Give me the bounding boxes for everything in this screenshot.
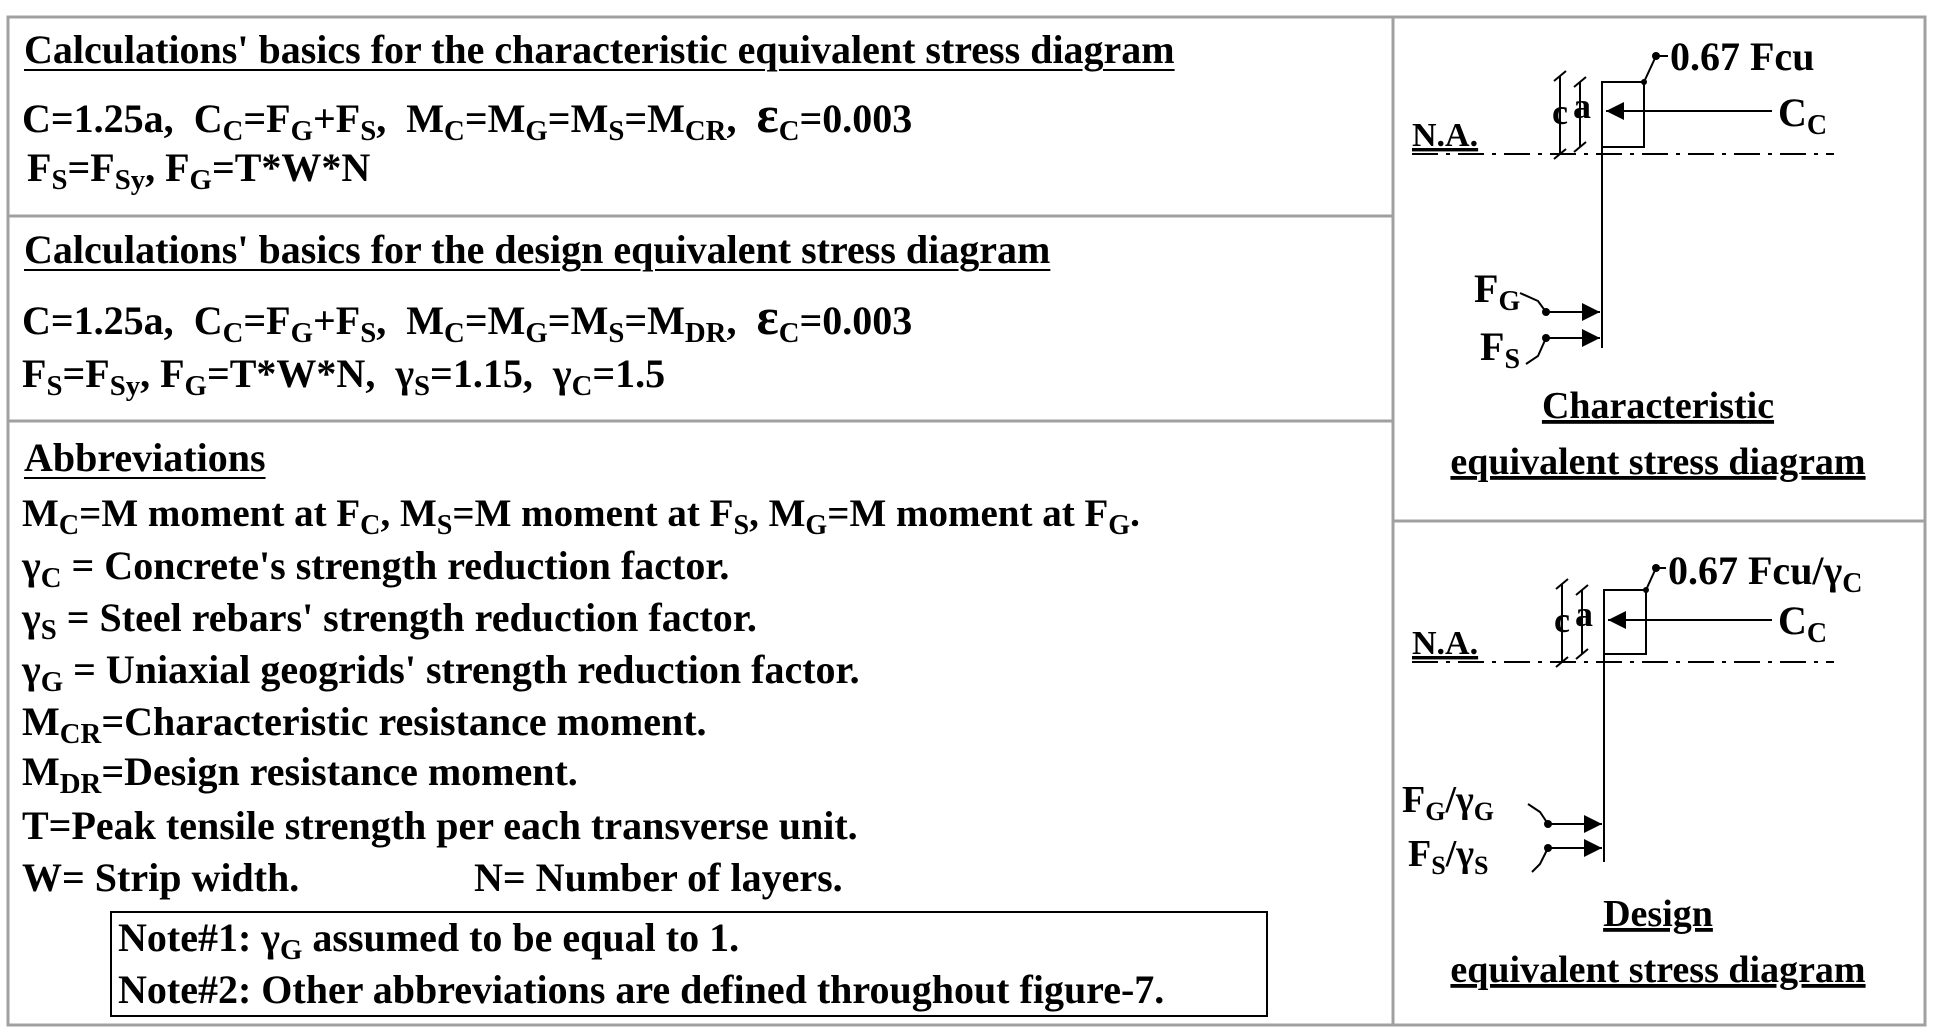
abbr-line-n: N= Number of layers.: [474, 855, 843, 900]
fg-leader: [1528, 804, 1548, 824]
c-label: c: [1552, 92, 1568, 132]
caption-line1: Characteristic: [1541, 385, 1775, 427]
caption-line1: Design: [1603, 893, 1713, 935]
fs-label: $F_S$: [1480, 324, 1521, 375]
fg-label: $F_G$: [1474, 266, 1521, 317]
caption-line2: equivalent stress diagram: [1450, 441, 1866, 483]
abbr-line-mdr: $M_{DR}=Design$ resistance moment.: [22, 749, 578, 801]
na-label: N.A.: [1412, 117, 1479, 154]
fg-label: $F_G/\gamma_G$: [1402, 779, 1495, 826]
design-stress-diagram: [1394, 522, 1924, 1025]
a-label: a: [1575, 594, 1593, 634]
abbr-line-moments: $M_C=M$ moment at $F_C$, $M_S=M$ moment at $F_S$, $M_G=M$ moment at $F_G$.: [22, 492, 1140, 541]
top-stress-label: 0.67 Fcu/$\gamma_C$: [1668, 548, 1863, 599]
note-1: Note#1: $\gamma_G$ assumed to be equal to 1.: [118, 915, 740, 967]
abbr-line-gamma-c: $\gamma_C$ = Concrete's strength reduction factor.: [22, 543, 730, 595]
fs-label: $F_S/\gamma_S$: [1408, 833, 1489, 880]
fs-leader: [1532, 848, 1548, 872]
a-label: a: [1573, 86, 1591, 126]
characteristic-stress-diagram: [1394, 18, 1924, 520]
caption-line2: equivalent stress diagram: [1450, 949, 1866, 991]
stress-block: [1604, 590, 1646, 654]
panel2-equation-line1: C=1.25a, $C_C=F_G+F_S$, $M_C=M_G=M_S=M_{DR}$, $\varepsilon_C=0.003$: [22, 289, 913, 350]
panel1-equation-line1: C=1.25a, $C_C=F_G+F_S$, $M_C=M_G=M_S=M_{CR}$, $\varepsilon_C=0.003$: [22, 87, 913, 148]
top-leader-line: [1644, 56, 1656, 82]
stress-block: [1602, 82, 1644, 147]
panel2-equation-line2: $F_S=F_{Sy}$, $F_G=T*W*N$, $\gamma_S=1.15$, $\gamma_C=1.5$: [22, 351, 666, 403]
cc-label: $C_C$: [1778, 90, 1828, 141]
na-label: N.A.: [1412, 625, 1479, 662]
fs-leader: [1526, 338, 1546, 364]
abbr-line-w: W= Strip width.: [22, 855, 300, 900]
abbr-line-gamma-s: $\gamma_S$ = Steel rebars' strength reduction factor.: [22, 595, 757, 647]
cc-label: $C_C$: [1778, 598, 1828, 649]
abbr-line-mcr: $M_{CR}=Characteristic$ resistance moment.: [22, 699, 707, 751]
top-stress-label: 0.67 Fcu: [1670, 34, 1815, 79]
c-label: c: [1554, 600, 1570, 640]
fg-leader: [1520, 293, 1546, 312]
abbr-line-t: T=Peak tensile strength per each transverse unit.: [22, 803, 858, 848]
panel2-heading: Calculations' basics for the design equivalent stress diagram: [24, 227, 1051, 272]
note-2: Note#2: Other abbreviations are defined throughout figure-7.: [118, 967, 1165, 1012]
panel1-equation-line2: $F_S=F_{Sy}$, $F_G=T*W*N$: [27, 145, 371, 197]
abbreviations-heading: Abbreviations: [24, 435, 266, 480]
abbr-line-gamma-g: $\gamma_G$ = Uniaxial geogrids' strength reduction factor.: [22, 647, 860, 699]
panel1-heading: Calculations' basics for the characteristic equivalent stress diagram: [24, 27, 1175, 72]
